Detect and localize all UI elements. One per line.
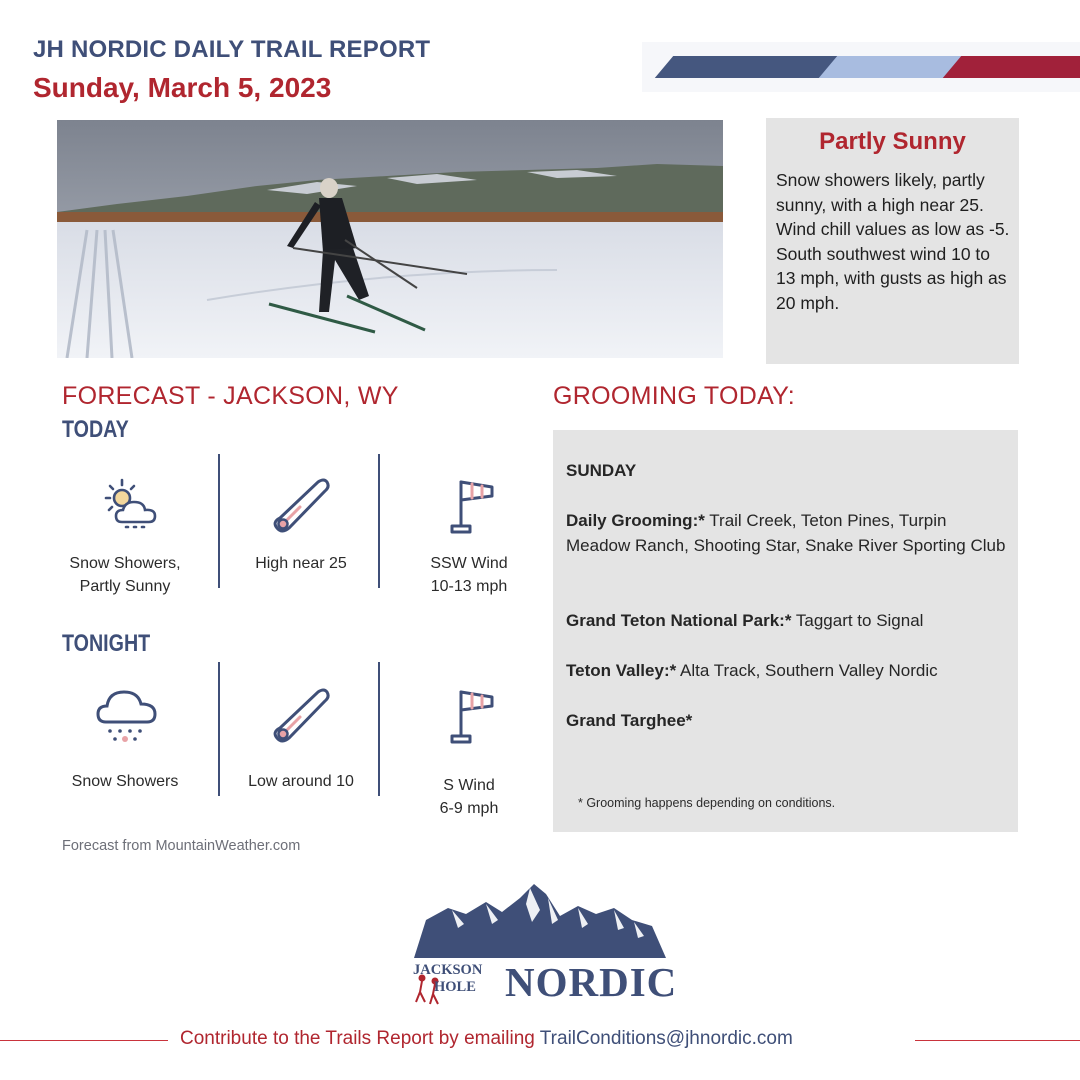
- grooming-note: * Grooming happens depending on conditions.: [578, 796, 836, 810]
- weather-summary-title: Partly Sunny: [819, 128, 966, 155]
- today-wind-line1: SSW Wind: [430, 555, 508, 572]
- partly-cloudy-icon: [102, 478, 164, 530]
- skier-photo: [57, 120, 723, 358]
- divider: [218, 454, 220, 588]
- windsock-icon: [448, 478, 498, 534]
- grooming-entry: Teton Valley:* Alta Track, Southern Valley Nordic: [566, 661, 938, 680]
- today-wind-line2: 10-13 mph: [430, 578, 508, 595]
- logo-word-hole: HOLE: [434, 979, 476, 995]
- today-temp-caption: High near 25: [255, 555, 347, 572]
- tonight-heading: TONIGHT: [62, 630, 151, 657]
- logo-word-jackson: JACKSON: [413, 962, 483, 978]
- today-wind-caption: [389, 552, 549, 598]
- today-condition-line1: Snow Showers,: [69, 555, 181, 572]
- grooming-entry: Grand Teton National Park:* Taggart to Signal: [566, 611, 924, 630]
- thermometer-icon: [272, 686, 332, 744]
- report-title: JH NORDIC DAILY TRAIL REPORT: [33, 36, 431, 63]
- snow-cloud-icon: [94, 684, 160, 744]
- forecast-title: FORECAST - JACKSON, WY: [62, 382, 399, 410]
- header-stripes: [642, 42, 1080, 92]
- grooming-day: SUNDAY: [566, 461, 637, 480]
- footer-rule-left: [0, 1040, 168, 1041]
- forecast-credit: Forecast from MountainWeather.com: [62, 838, 301, 854]
- footer-text: Contribute to the Trails Report by emailing: [180, 1028, 535, 1049]
- stripe-navy: [655, 56, 843, 78]
- logo-word-nordic: NORDIC: [505, 959, 678, 1005]
- weather-summary-text: Snow showers likely, partly sunny, with a high near 25. Wind chill values as low as -5. South southwest wind 10 to 13 mph, with gusts as high as 20 mph.: [776, 170, 1010, 313]
- tonight-wind-caption: [389, 774, 549, 820]
- weather-summary-panel: [766, 118, 1019, 364]
- grooming-entry: Grand Targhee*: [566, 711, 693, 730]
- footer-email-link[interactable]: TrailConditions@jhnordic.com: [539, 1028, 793, 1049]
- tonight-temp-caption: Low around 10: [248, 773, 354, 790]
- grooming-entry: Daily Grooming:* Trail Creek, Teton Pines, Turpin Meadow Ranch, Shooting Star, Snake River Sporting Club: [566, 511, 1006, 555]
- stripe-red: [943, 56, 1080, 78]
- tonight-wind-line1: S Wind: [443, 777, 495, 794]
- tonight-condition-caption: Snow Showers: [71, 773, 179, 790]
- windsock-icon: [448, 688, 498, 744]
- grooming-title: GROOMING TODAY:: [553, 382, 796, 410]
- tonight-wind-line2: 6-9 mph: [439, 800, 499, 817]
- footer-contribute: [180, 1028, 793, 1050]
- report-date: Sunday, March 5, 2023: [33, 72, 332, 103]
- today-condition-caption: [45, 552, 205, 598]
- grooming-panel: [553, 430, 1018, 832]
- today-heading: TODAY: [62, 416, 129, 443]
- today-condition-line2: Partly Sunny: [79, 578, 171, 595]
- divider: [218, 662, 220, 796]
- footer-rule-right: [915, 1040, 1080, 1041]
- thermometer-icon: [272, 476, 332, 534]
